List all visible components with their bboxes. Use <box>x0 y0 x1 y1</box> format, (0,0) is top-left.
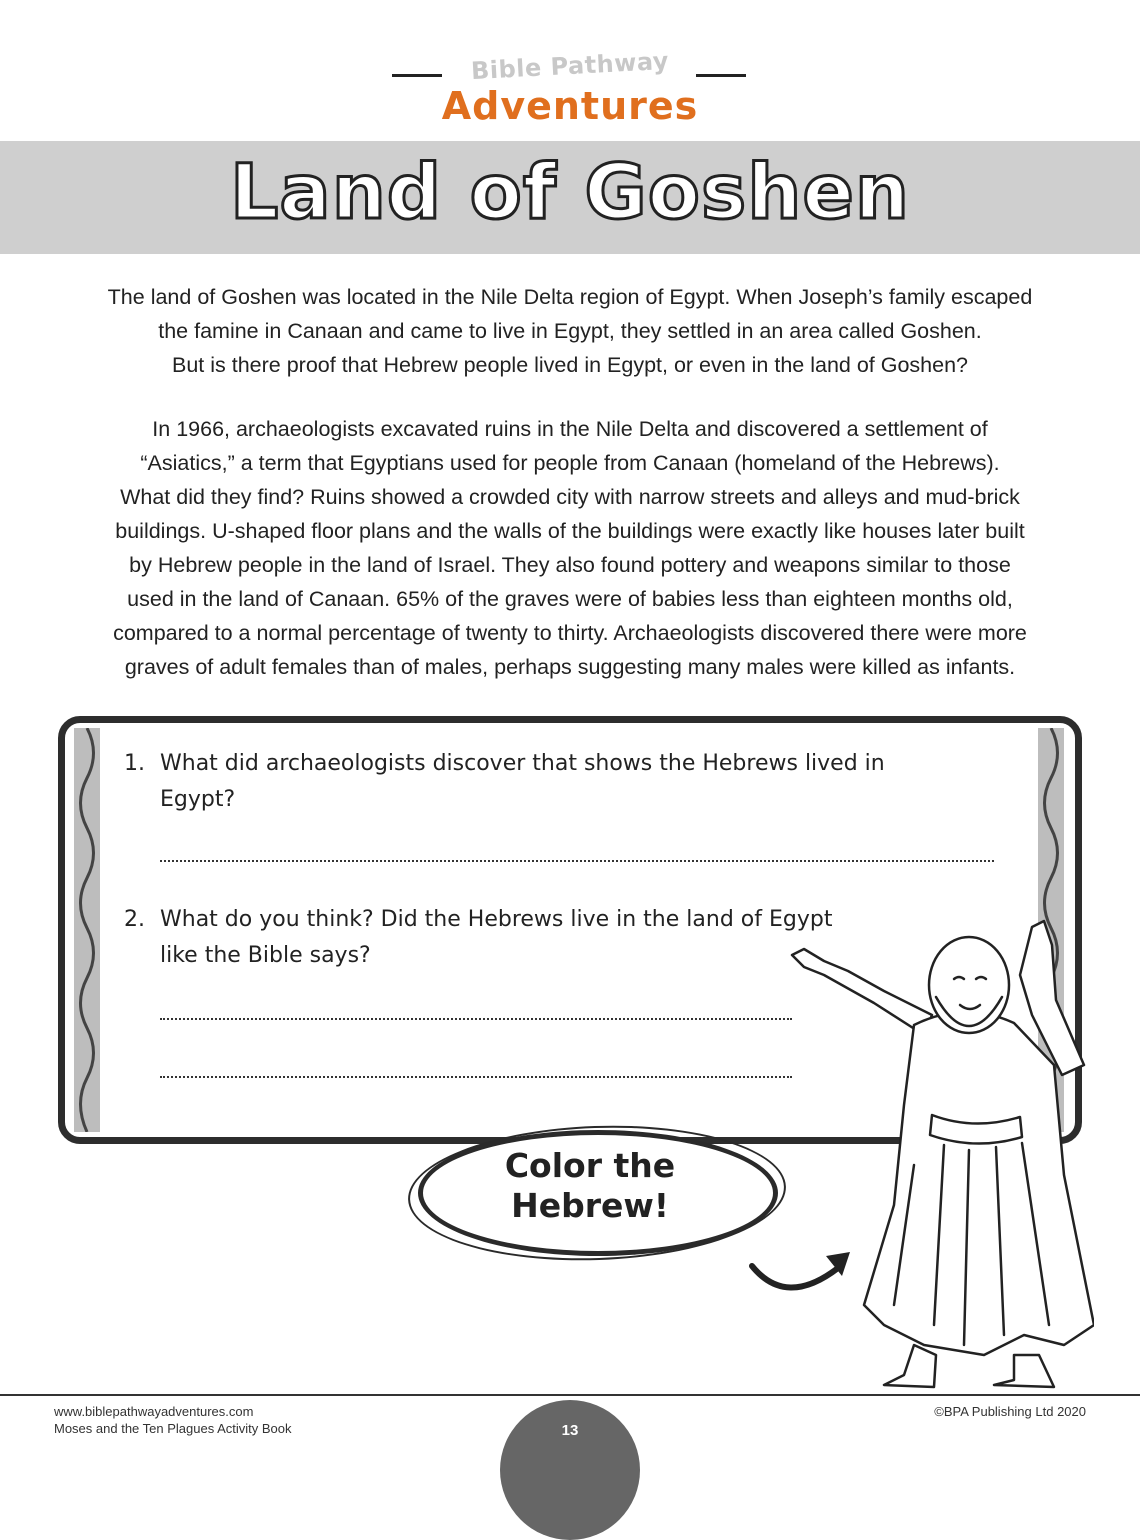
footer-website: www.biblepathwayadventures.com <box>54 1404 254 1419</box>
question-1 <box>124 746 964 826</box>
para-line: But is there proof that Hebrew people lived in Egypt, or even in the land of Goshen? <box>172 353 968 377</box>
answer-line-2b[interactable] <box>160 1076 792 1078</box>
para-line: buildings. U-shaped floor plans and the walls of the buildings were exactly like houses later built <box>115 519 1025 543</box>
logo-left-rule <box>392 74 442 77</box>
bubble-text <box>440 1146 740 1226</box>
archaeology-paragraph <box>36 412 1104 684</box>
page-title: Land of Goshen <box>229 147 910 236</box>
logo-right-rule <box>696 74 746 77</box>
question-line: like the Bible says? <box>160 943 371 968</box>
para-line: “Asiatics,” a term that Egyptians used for people from Canaan (homeland of the Hebrews). <box>140 451 1000 475</box>
logo-line2: Adventures <box>441 84 699 128</box>
bubble-line: Color the <box>504 1146 676 1185</box>
logo-line1: Bible Pathway <box>470 46 670 86</box>
publisher-logo <box>0 22 1140 128</box>
question-text <box>160 746 920 818</box>
footer-book-title: Moses and the Ten Plagues Activity Book <box>54 1421 292 1436</box>
intro-paragraph <box>36 280 1104 382</box>
para-line: The land of Goshen was located in the Nile Delta region of Egypt. When Joseph’s family escaped <box>107 285 1033 309</box>
page-number-badge <box>500 1400 640 1540</box>
hebrew-man-illustration-icon[interactable] <box>764 905 1094 1395</box>
curved-arrow-icon <box>746 1246 856 1306</box>
wavy-left-border-icon <box>74 728 104 1132</box>
answer-line-1[interactable] <box>160 860 994 862</box>
para-line: the famine in Canaan and came to live in Egypt, they settled in an area called Goshen. <box>158 319 982 343</box>
para-line: What did they find? Ruins showed a crowded city with narrow streets and alleys and mud-brick <box>120 485 1020 509</box>
answer-line-2a[interactable] <box>160 1018 792 1020</box>
question-number: 2. <box>124 907 145 932</box>
para-line: compared to a normal percentage of twenty to thirty. Archaeologists discovered there were more <box>113 621 1027 645</box>
question-number: 1. <box>124 751 145 776</box>
para-line: graves of adult females than of males, perhaps suggesting many males were killed as infants. <box>124 655 1016 679</box>
footer-rule <box>0 1394 1140 1396</box>
bubble-line: Hebrew! <box>511 1186 669 1225</box>
para-line: In 1966, archaeologists excavated ruins in the Nile Delta and discovered a settlement of <box>152 417 988 441</box>
question-line: What do you think? Did the Hebrews live in the land of Egypt <box>160 907 833 932</box>
question-line: Egypt? <box>160 787 236 812</box>
question-line: What did archaeologists discover that shows the Hebrews lived in <box>160 751 885 776</box>
page-number: 13 <box>561 1422 579 1439</box>
footer-copyright: ©BPA Publishing Ltd 2020 <box>934 1404 1086 1419</box>
para-line: by Hebrew people in the land of Israel. They also found pottery and weapons similar to those <box>129 553 1011 577</box>
para-line: used in the land of Canaan. 65% of the graves were of babies less than eighteen months old, <box>127 587 1013 611</box>
